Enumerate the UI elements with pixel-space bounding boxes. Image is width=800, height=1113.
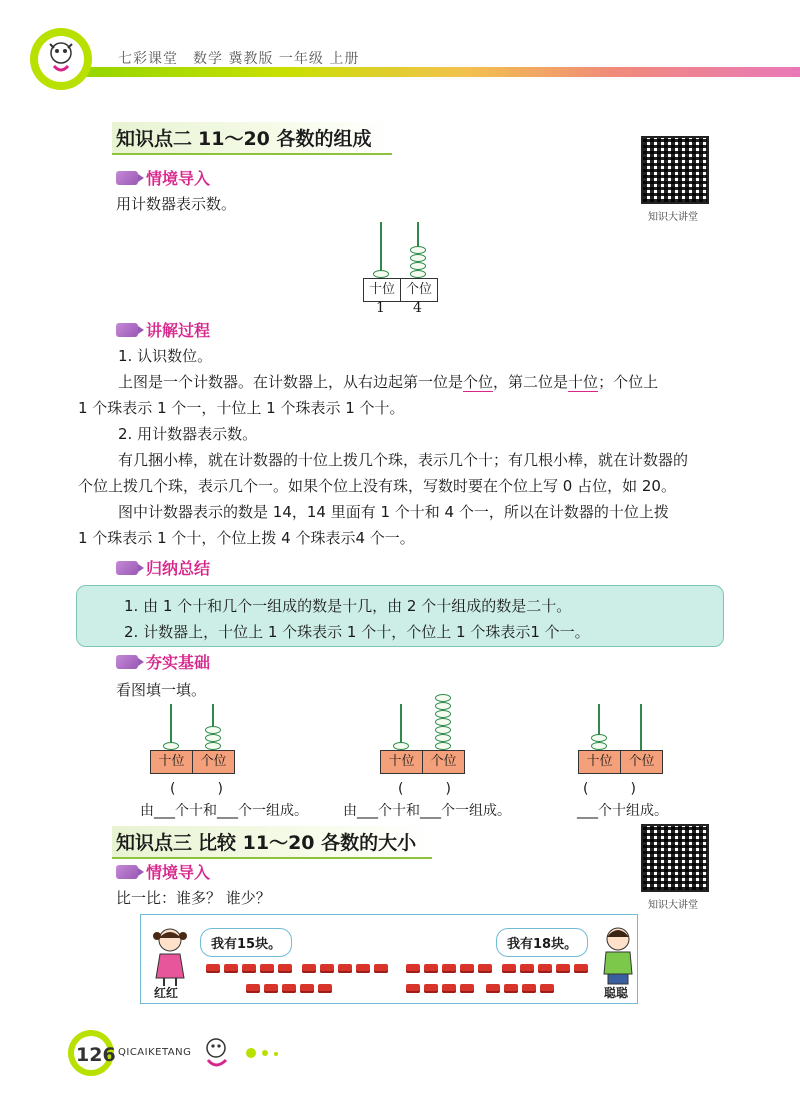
toy-block-icon [442, 964, 456, 973]
brand-text: QICAIKETANG [118, 1047, 192, 1058]
toy-block-icon [574, 964, 588, 973]
boy-speech-bubble: 我有18块。 [496, 928, 588, 957]
toy-block-icon [424, 964, 438, 973]
subheading-practice: 夯实基础 [116, 650, 210, 673]
footer-mascot-icon [196, 1034, 242, 1078]
girl-figure-icon [148, 926, 192, 992]
girl-name: 红红 [154, 986, 179, 1000]
toy-block-icon [460, 964, 474, 973]
pencil-icon [116, 865, 138, 879]
compare-question: 比一比：谁多？ 谁少？ [116, 889, 271, 907]
abacus-ones-label: 个位 [200, 754, 227, 769]
subheading-summary: 归纳总结 [116, 556, 210, 579]
header-title: 七彩课堂 数学 冀教版 一年级 上册 [118, 51, 360, 67]
section-tag: 知识点二 [116, 128, 193, 150]
qr-code-icon[interactable] [641, 824, 709, 892]
p2-line2: 个位上拨几个珠，表示几个一。如果个位上没有珠，写数时要在个位上写 0 占位，如 20。 [78, 477, 676, 495]
section-title: 比较 11～20 各数的大小 [198, 832, 417, 854]
section-tag: 知识点三 [116, 832, 193, 854]
exercise-abacus-2 [380, 704, 464, 776]
toy-block-icon [242, 964, 256, 973]
p2-line1: 有几捆小棒，就在计数器的十位上拨几个珠，表示几个十；有几根小棒，就在计数器的 [118, 451, 689, 469]
section-heading-3 [112, 826, 432, 859]
abacus-ones-label: 个位 [405, 282, 432, 297]
answer-blank-1[interactable]: ( ) [170, 781, 223, 797]
toy-block-icon [442, 984, 456, 993]
toy-block-icon [264, 984, 278, 993]
abacus-digit-ones: 4 [413, 300, 422, 316]
p1-line2: 1 个珠表示 1 个一，十位上 1 个珠表示 1 个十。 [78, 399, 405, 417]
pencil-icon [116, 171, 138, 185]
boy-name: 聪聪 [604, 986, 629, 1000]
toy-block-icon [320, 964, 334, 973]
toy-block-icon [374, 964, 388, 973]
qr-code-icon[interactable] [641, 136, 709, 204]
section-heading-2 [112, 122, 392, 155]
exercise-abacus-1 [150, 704, 234, 776]
toy-block-icon [424, 984, 438, 993]
answer-blank-2[interactable]: ( ) [398, 781, 451, 797]
toy-block-icon [224, 964, 238, 973]
toy-block-icon [260, 964, 274, 973]
toy-block-icon [300, 984, 314, 993]
abacus-ones-label: 个位 [430, 754, 457, 769]
toy-block-icon [406, 984, 420, 993]
header-color-bar [60, 67, 800, 77]
mascot-icon [38, 36, 84, 82]
toy-block-icon [302, 964, 316, 973]
footer-dot [246, 1048, 256, 1058]
abacus-ones-label: 个位 [628, 754, 655, 769]
exercise-caption-2[interactable]: 由___个十和___个一组成。 [343, 803, 511, 819]
pencil-icon [116, 561, 138, 575]
pencil-icon [116, 655, 138, 669]
toy-block-icon [246, 984, 260, 993]
p2-title: 2. 用计数器表示数。 [118, 425, 258, 443]
subheading-intro: 情境导入 [116, 166, 210, 189]
toy-block-icon [206, 964, 220, 973]
exercise-caption-3[interactable]: ___个十组成。 [577, 803, 668, 819]
girl-speech-bubble: 我有15块。 [200, 928, 292, 957]
section-title: 11～20 各数的组成 [198, 128, 372, 150]
toy-block-icon [478, 964, 492, 973]
pencil-icon [116, 323, 138, 337]
exercise-caption-1[interactable]: 由___个十和___个一组成。 [140, 803, 308, 819]
p2-line4: 1 个珠表示 1 个十，个位上拨 4 个珠表示4 个一。 [78, 529, 415, 547]
toy-block-icon [520, 964, 534, 973]
intro-text: 用计数器表示数。 [116, 195, 237, 213]
qr-caption: 知识大讲堂 [648, 900, 698, 911]
exercise-abacus-3 [578, 704, 662, 776]
toy-block-icon [502, 964, 516, 973]
p2-line3: 图中计数器表示的数是 14，14 里面有 1 个十和 4 个一，所以在计数器的十位上拨 [118, 503, 669, 521]
boy-figure-icon [596, 924, 640, 990]
toy-block-icon [538, 964, 552, 973]
abacus-digit-tens: 1 [376, 300, 385, 316]
toy-block-icon [460, 984, 474, 993]
p1-line: 上图是一个计数器。在计数器上，从右边起第一位是个位，第二位是十位；个位上 [118, 373, 659, 391]
page-number: 126 [76, 1044, 116, 1066]
summary-line-2: 2. 计数器上，十位上 1 个珠表示 1 个十，个位上 1 个珠表示1 个一。 [124, 623, 590, 641]
footer-dot [262, 1050, 268, 1056]
summary-line-1: 1. 由 1 个十和几个一组成的数是十几，由 2 个十组成的数是二十。 [124, 597, 572, 615]
toy-block-icon [356, 964, 370, 973]
abacus-tens-label: 十位 [151, 751, 193, 773]
abacus-tens-label: 十位 [381, 751, 423, 773]
p1-title: 1. 认识数位。 [118, 347, 213, 365]
toy-block-icon [486, 984, 500, 993]
toy-block-icon [540, 984, 554, 993]
subheading-intro-3: 情境导入 [116, 860, 210, 883]
footer-dot [274, 1052, 278, 1056]
toy-block-icon [318, 984, 332, 993]
qr-caption: 知识大讲堂 [648, 212, 698, 223]
subheading-explain: 讲解过程 [116, 318, 210, 341]
answer-blank-3[interactable]: ( ) [583, 781, 636, 797]
toy-block-icon [282, 984, 296, 993]
abacus-main [363, 222, 437, 322]
practice-text: 看图填一填。 [116, 681, 207, 699]
toy-block-icon [504, 984, 518, 993]
toy-block-icon [278, 964, 292, 973]
toy-block-icon [522, 984, 536, 993]
toy-block-icon [556, 964, 570, 973]
abacus-tens-label: 十位 [364, 279, 401, 301]
toy-block-icon [406, 964, 420, 973]
abacus-tens-label: 十位 [579, 751, 621, 773]
toy-block-icon [338, 964, 352, 973]
